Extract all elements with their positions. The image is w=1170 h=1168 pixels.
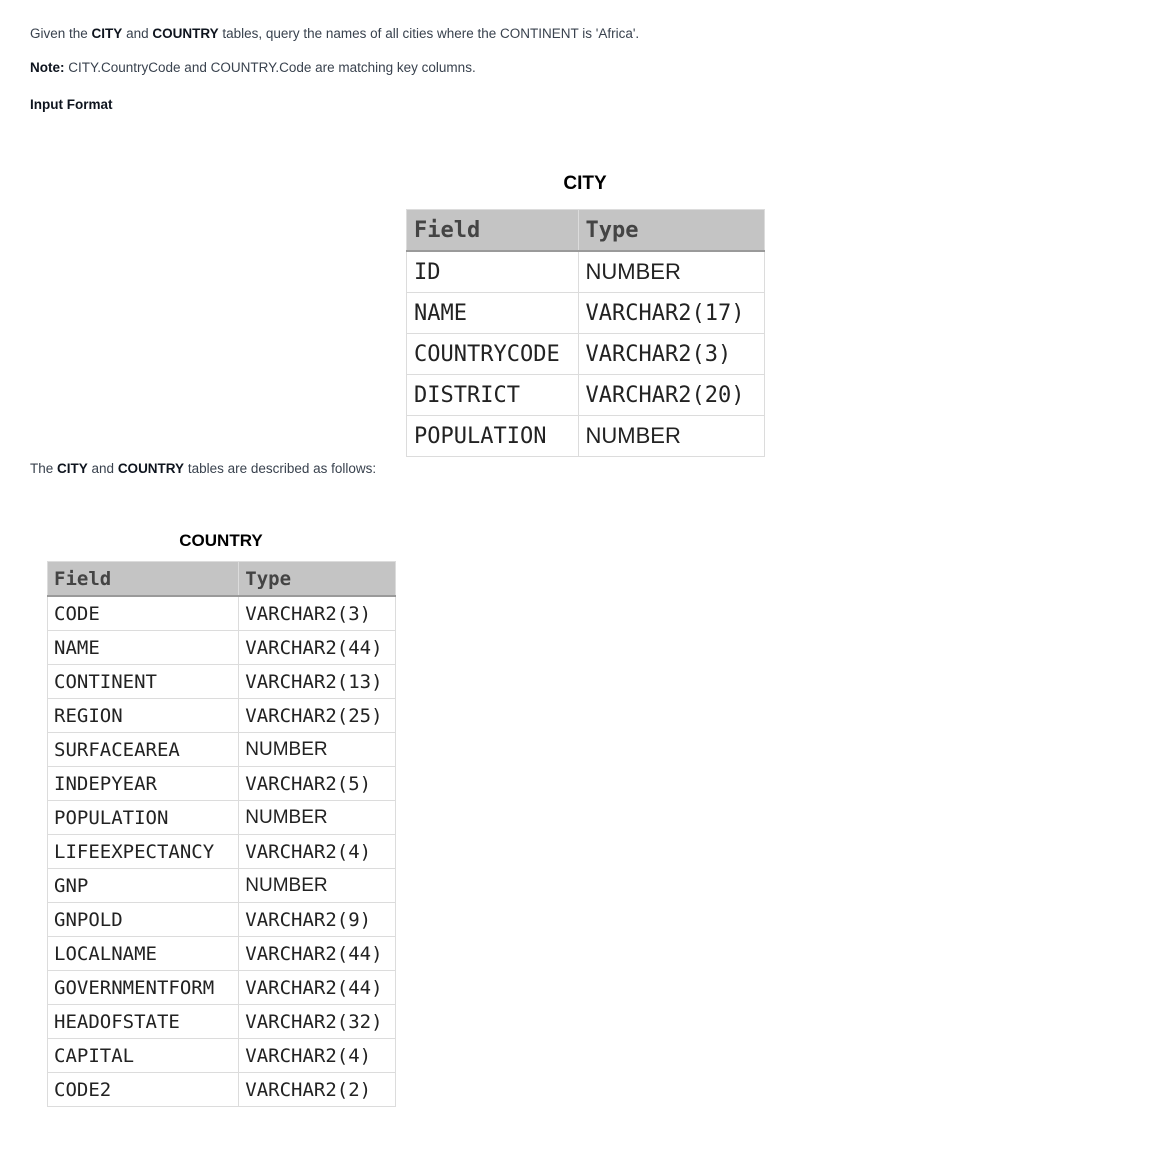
type-cell: NUMBER [578,416,764,457]
type-cell: NUMBER [239,869,396,903]
type-cell: VARCHAR2(17) [578,293,764,334]
type-cell: VARCHAR2(4) [239,1039,396,1073]
table-row [407,293,765,334]
type-cell: VARCHAR2(9) [239,903,396,937]
table-row [48,1073,396,1107]
field-cell: INDEPYEAR [48,767,239,801]
city-table [406,209,765,457]
country-table-body [48,596,396,1107]
note-label: Note: [30,60,65,75]
type-cell: VARCHAR2(4) [239,835,396,869]
city-keyword: CITY [57,461,88,476]
table-row [48,903,396,937]
type-cell: VARCHAR2(13) [239,665,396,699]
table-row [48,596,396,631]
field-cell: POPULATION [48,801,239,835]
field-cell: SURFACEAREA [48,733,239,767]
statement-text-b: and [122,26,153,41]
table-row [48,1005,396,1039]
table-row [48,835,396,869]
table-row [48,937,396,971]
country-table [47,561,396,1107]
field-cell: POPULATION [407,416,579,457]
desc-text-c: tables are described as follows: [184,461,377,476]
field-cell: GOVERNMENTFORM [48,971,239,1005]
city-table-body [407,251,765,457]
field-cell: NAME [48,631,239,665]
field-cell: ID [407,251,579,293]
type-cell: VARCHAR2(2) [239,1073,396,1107]
table-row [407,416,765,457]
country-keyword: COUNTRY [152,26,219,41]
type-header: Type [239,562,396,597]
field-cell: COUNTRYCODE [407,334,579,375]
statement-text-c: tables, query the names of all cities where the CONTINENT is 'Africa'. [218,26,640,41]
field-cell: HEADOFSTATE [48,1005,239,1039]
field-cell: DISTRICT [407,375,579,416]
statement-text-a: Given the [30,26,92,41]
type-cell: VARCHAR2(3) [239,596,396,631]
field-cell: GNP [48,869,239,903]
type-cell: VARCHAR2(20) [578,375,764,416]
type-cell: VARCHAR2(44) [239,971,396,1005]
problem-statement [30,26,639,41]
type-cell: NUMBER [578,251,764,293]
table-row [48,631,396,665]
table-header-row [48,562,396,597]
type-cell: VARCHAR2(5) [239,767,396,801]
city-table-title: CITY [563,173,607,194]
field-cell: CODE [48,596,239,631]
table-row [48,665,396,699]
type-header: Type [578,210,764,252]
table-row [48,971,396,1005]
table-row [48,733,396,767]
table-row [407,375,765,416]
input-format-heading: Input Format [30,97,113,112]
type-cell: VARCHAR2(3) [578,334,764,375]
note-text: CITY.CountryCode and COUNTRY.Code are matching key columns. [64,60,476,75]
desc-text-a: The [30,461,58,476]
note [30,60,476,75]
city-keyword: CITY [91,26,123,41]
table-row [407,251,765,293]
type-cell: VARCHAR2(25) [239,699,396,733]
type-cell: VARCHAR2(44) [239,937,396,971]
table-header-row [407,210,765,252]
country-table-title: COUNTRY [179,531,263,550]
type-cell: NUMBER [239,733,396,767]
type-cell: VARCHAR2(32) [239,1005,396,1039]
table-row [407,334,765,375]
table-row [48,699,396,733]
table-row [48,869,396,903]
tables-description [30,461,376,476]
field-cell: NAME [407,293,579,334]
field-header: Field [48,562,239,597]
type-cell: VARCHAR2(44) [239,631,396,665]
table-row [48,801,396,835]
field-cell: REGION [48,699,239,733]
field-cell: CODE2 [48,1073,239,1107]
field-cell: GNPOLD [48,903,239,937]
table-row [48,1039,396,1073]
table-row [48,767,396,801]
desc-text-b: and [87,461,118,476]
field-cell: CONTINENT [48,665,239,699]
field-header: Field [407,210,579,252]
type-cell: NUMBER [239,801,396,835]
country-keyword: COUNTRY [117,461,185,476]
field-cell: CAPITAL [48,1039,239,1073]
field-cell: LOCALNAME [48,937,239,971]
field-cell: LIFEEXPECTANCY [48,835,239,869]
